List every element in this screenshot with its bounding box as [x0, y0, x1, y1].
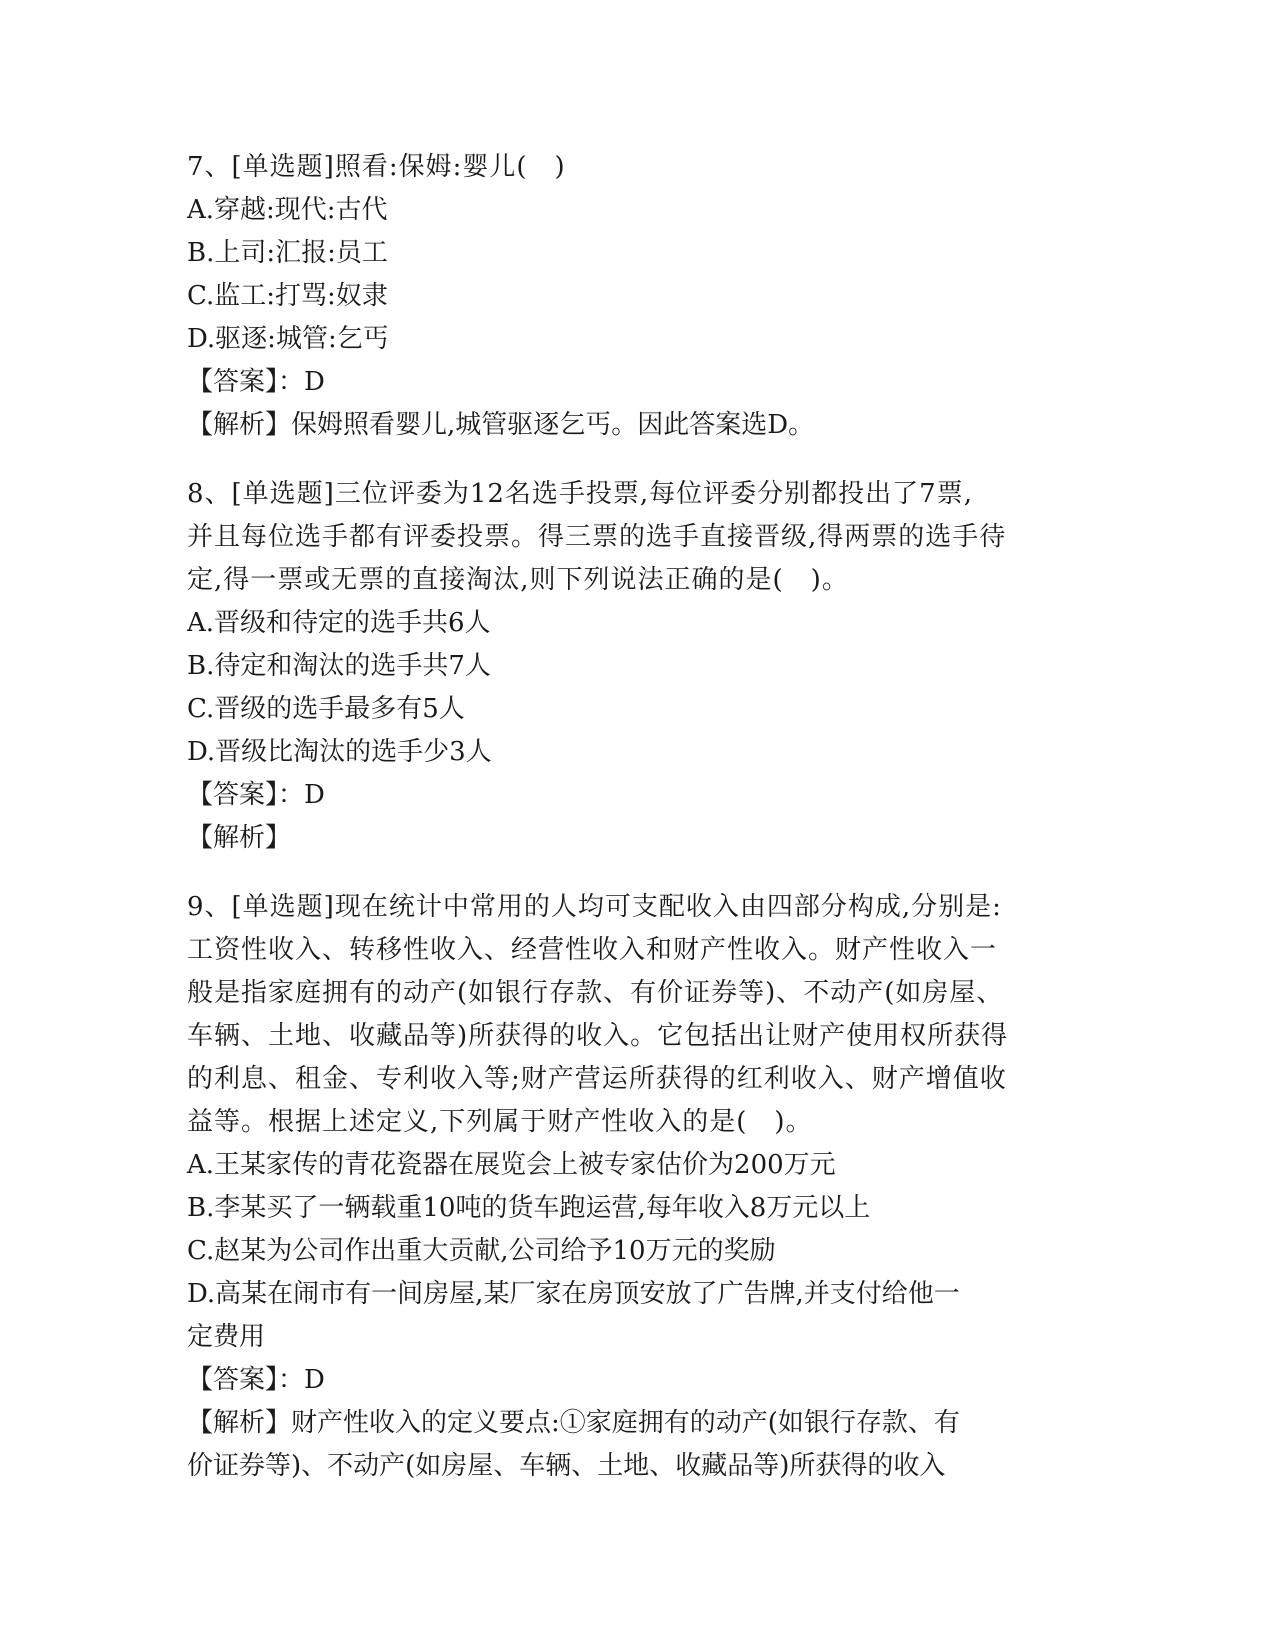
question-stem-line: 般是指家庭拥有的动产(如银行存款、有价证券等)、不动产(如房屋、	[187, 978, 1004, 1008]
question-stem-line: 工资性收入、转移性收入、经营性收入和财产性收入。财产性收入一	[187, 935, 998, 965]
option-d-line: 定费用	[187, 1322, 266, 1352]
question-stem-line: 益等。根据上述定义,下列属于财产性收入的是( )。	[187, 1107, 813, 1137]
option-a: A.晋级和待定的选手共6人	[187, 608, 491, 638]
answer: 【答案】：D	[187, 780, 325, 810]
analysis-line: 【解析】财产性收入的定义要点:①家庭拥有的动产(如银行存款、有	[187, 1408, 960, 1438]
option-c: C.晋级的选手最多有5人	[187, 694, 465, 724]
question-stem-line: 8、[单选题]三位评委为12名选手投票,每位评委分别都投出了7票,	[187, 479, 973, 509]
analysis: 【解析】保姆照看婴儿,城管驱逐乞丐。因此答案选D。	[187, 410, 815, 440]
option-d: D.晋级比淘汰的选手少3人	[187, 737, 492, 767]
option-d: D.驱逐:城管:乞丐	[187, 324, 389, 354]
question-8	[187, 473, 1087, 860]
option-c: C.监工:打骂:奴隶	[187, 281, 388, 311]
option-b: B.李某买了一辆载重10吨的货车跑运营,每年收入8万元以上	[187, 1193, 871, 1223]
option-b: B.待定和淘汰的选手共7人	[187, 651, 491, 681]
option-a: A.穿越:现代:古代	[187, 195, 388, 225]
answer: 【答案】：D	[187, 1365, 325, 1395]
option-a: A.王某家传的青花瓷器在展览会上被专家估价为200万元	[187, 1150, 836, 1180]
question-7	[187, 146, 1087, 447]
question-stem-line: 的利息、租金、专利收入等;财产营运所获得的红利收入、财产增值收	[187, 1064, 1007, 1094]
question-stem: 7、[单选题]照看:保姆:婴儿( )	[187, 152, 566, 182]
question-list	[187, 146, 1087, 1514]
question-stem-line: 并且每位选手都有评委投票。得三票的选手直接晋级,得两票的选手待	[187, 522, 1007, 552]
question-stem-line: 车辆、土地、收藏品等)所获得的收入。它包括出让财产使用权所获得	[187, 1021, 1009, 1051]
question-9	[187, 886, 1087, 1488]
analysis: 【解析】	[187, 823, 292, 853]
question-stem-line: 9、[单选题]现在统计中常用的人均可支配收入由四部分构成,分别是:	[187, 892, 1002, 922]
option-d-line: D.高某在闹市有一间房屋,某厂家在房顶安放了广告牌,并支付给他一	[187, 1279, 960, 1309]
answer: 【答案】：D	[187, 367, 325, 397]
analysis-line: 价证券等)、不动产(如房屋、车辆、土地、收藏品等)所获得的收入	[187, 1451, 946, 1481]
question-stem-line: 定,得一票或无票的直接淘汰,则下列说法正确的是( )。	[187, 565, 849, 595]
option-b: B.上司:汇报:员工	[187, 238, 388, 268]
option-c: C.赵某为公司作出重大贡献,公司给予10万元的奖励	[187, 1236, 776, 1266]
